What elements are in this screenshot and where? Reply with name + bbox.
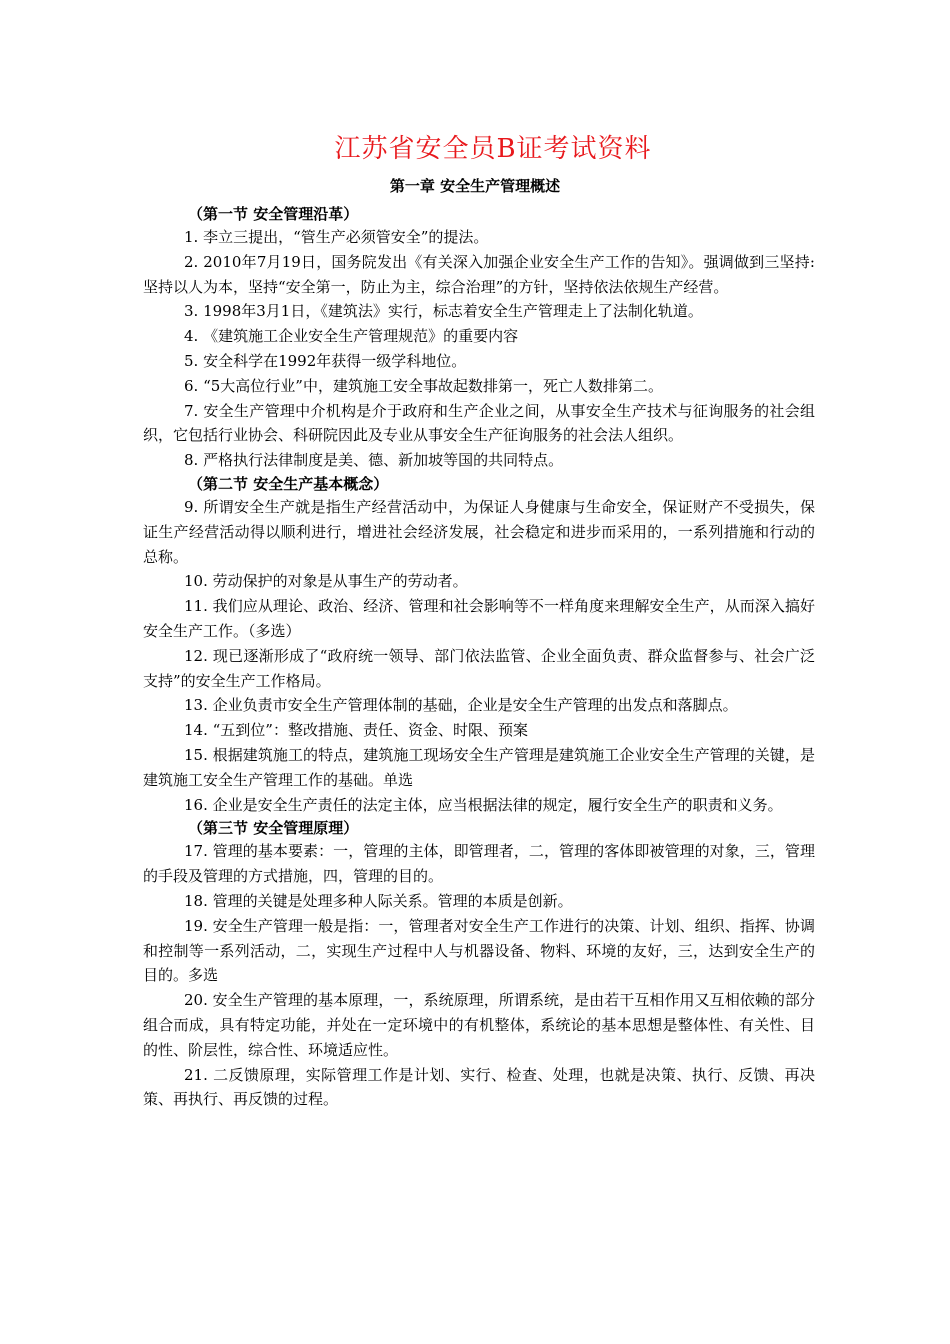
list-item: 19. 安全生产管理一般是指：一，管理者对安全生产工作进行的决策、计划、组织、指挥、协调和控制等一系列活动，二，实现生产过程中人与机器设备、物料、环境的友好，三，达到安全生产的目的。多选 <box>143 916 815 985</box>
section-title: （第一节 安全管理沿革） <box>188 205 359 223</box>
list-item: 14. “五到位”：整改措施、责任、资金、时限、预案 <box>184 721 528 740</box>
list-item: 10. 劳动保护的对象是从事生产的劳动者。 <box>184 572 468 591</box>
list-item: 3. 1998年3月1日，《建筑法》实行，标志着安全生产管理走上了法制化轨道。 <box>184 302 703 321</box>
document-title: 江苏省安全员B证考试资料 <box>334 134 652 164</box>
list-item: 20. 安全生产管理的基本原理，一，系统原理，所谓系统，是由若干互相作用又互相依赖的部分组合而成，具有特定功能，并处在一定环境中的有机整体，系统论的基本思想是整体性、有关性、目的性、阶层性，综合性、环境适应性。 <box>143 991 815 1059</box>
list-item: 2. 2010年7月19日，国务院发出《有关深入加强企业安全生产工作的告知》。强调做到三坚持:坚持以人为本，坚持“安全第一，防止为主，综合治理”的方针，坚持依法依规生产经营。 <box>143 252 815 296</box>
list-item: 15. 根据建筑施工的特点，建筑施工现场安全生产管理是建筑施工企业安全生产管理的关键，是建筑施工安全生产管理工作的基础。单选 <box>143 745 815 789</box>
list-item: 18. 管理的关键是处理多种人际关系。管理的本质是创新。 <box>184 891 573 910</box>
section-title: （第二节 安全生产基本概念） <box>188 474 389 493</box>
list-item: 7. 安全生产管理中介机构是介于政府和生产企业之间，从事安全生产技术与征询服务的社会组织，它包括行业协会、科研院因此及专业从事安全生产征询服务的社会法人组织。 <box>143 401 815 445</box>
list-item: 16. 企业是安全生产责任的法定主体，应当根据法律的规定，履行安全生产的职责和义务。 <box>184 795 783 814</box>
list-item: 17. 管理的基本要素：一，管理的主体，即管理者，二，管理的客体即被管理的对象，三，管理的手段及管理的方式措施，四，管理的目的。 <box>143 842 815 886</box>
list-item: 8. 严格执行法律制度是美、德、新加坡等国的共同特点。 <box>184 451 564 470</box>
list-item: 12. 现已逐渐形成了“政府统一领导、部门依法监管、企业全面负责、群众监督参与、社会广泛支持”的安全生产工作格局。 <box>143 646 815 690</box>
list-item: 1. 李立三提出，“管生产必须管安全”的提法。 <box>184 228 489 246</box>
list-item: 5. 安全科学在1992年获得一级学科地位。 <box>184 351 467 370</box>
list-item: 4. 《建筑施工企业安全生产管理规范》的重要内容 <box>184 327 519 346</box>
section-title: （第三节 安全管理原理） <box>188 819 359 838</box>
list-item: 21. 二反馈原理，实际管理工作是计划、实行、检查、处理，也就是决策、执行、反馈、再决策、再执行、再反馈的过程。 <box>143 1065 815 1109</box>
list-item: 13. 企业负责市安全生产管理体制的基础，企业是安全生产管理的出发点和落脚点。 <box>184 696 738 715</box>
chapter-title: 第一章 安全生产管理概述 <box>389 177 561 195</box>
document-body <box>143 203 815 1112</box>
list-item: 6. “5大高位行业”中，建筑施工安全事故起数排第一，死亡人数排第二。 <box>184 376 663 395</box>
list-item: 9. 所谓安全生产就是指生产经营活动中，为保证人身健康与生命安全，保证财产不受损失，保证生产经营活动得以顺利进行，增进社会经济发展，社会稳定和进步而采用的，一系列措施和行动的总称。 <box>143 497 815 566</box>
list-item: 11. 我们应从理论、政治、经济、管理和社会影响等不一样角度来理解安全生产，从而深入搞好安全生产工作。（多选） <box>143 597 815 640</box>
